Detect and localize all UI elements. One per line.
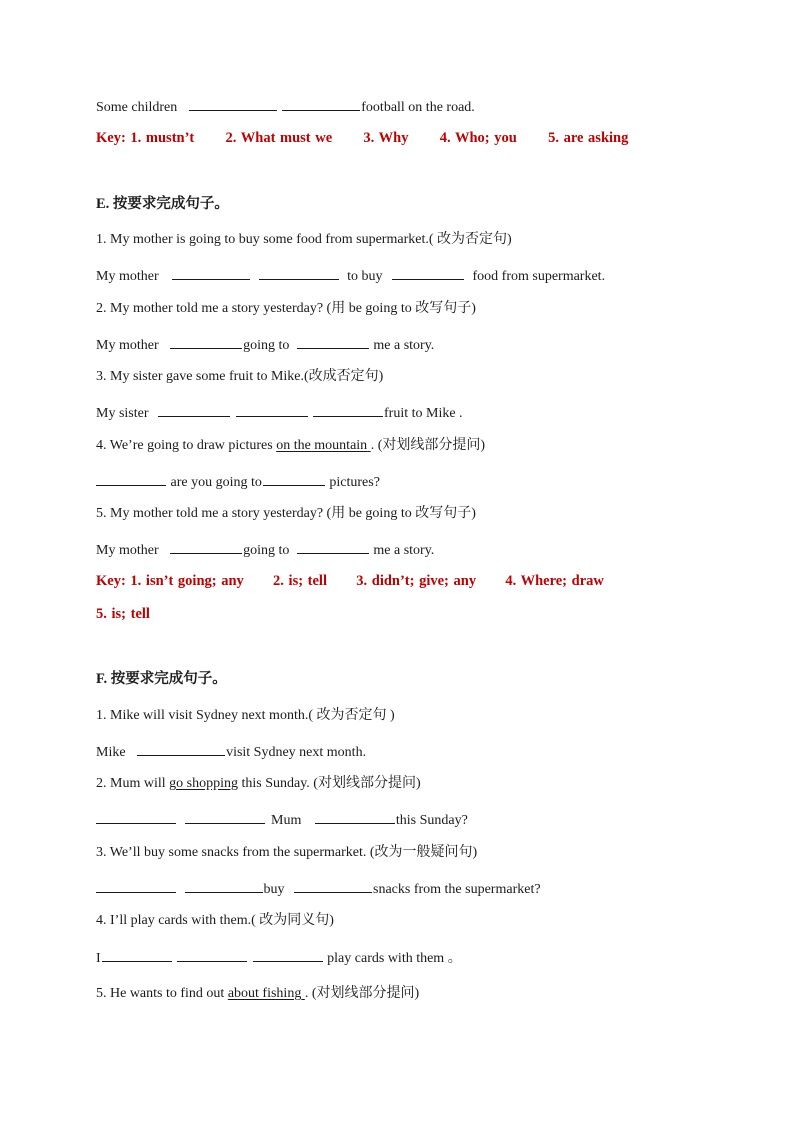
text: buy bbox=[263, 882, 285, 897]
text: 5. He wants to find out bbox=[96, 986, 225, 1001]
text: snacks from the supermarket? bbox=[373, 882, 541, 897]
text: My mother bbox=[96, 338, 159, 353]
text: 4. We’re going to draw pictures bbox=[96, 438, 273, 453]
text: play cards with them 。 bbox=[327, 951, 462, 966]
text: me a story. bbox=[373, 543, 435, 558]
e-key bbox=[96, 572, 604, 590]
blank[interactable] bbox=[315, 810, 395, 824]
blank[interactable] bbox=[185, 810, 265, 824]
key-item: 5. are asking bbox=[548, 130, 629, 146]
text: visit Sydney next month. bbox=[226, 745, 367, 760]
text: fruit to Mike . bbox=[384, 406, 463, 421]
e-question-5: 5. My mother told me a story yesterday? (用 be going to 改写句子) bbox=[96, 506, 476, 521]
key-item: 3. didn’t; give; any bbox=[356, 573, 477, 589]
blank[interactable] bbox=[189, 97, 277, 111]
underlined-phrase: on the mountain bbox=[276, 438, 368, 453]
blank[interactable] bbox=[96, 472, 166, 486]
blank[interactable] bbox=[253, 948, 323, 962]
text: My mother bbox=[96, 269, 159, 284]
blank[interactable] bbox=[297, 335, 369, 349]
text: Mike bbox=[96, 745, 126, 760]
text: going to bbox=[243, 543, 290, 558]
blank[interactable] bbox=[294, 879, 372, 893]
key-item: 4. Who; you bbox=[439, 130, 517, 146]
key-item: 4. Where; draw bbox=[505, 573, 604, 589]
blank[interactable] bbox=[170, 335, 242, 349]
text: this Sunday? bbox=[395, 813, 468, 828]
text: . (对划线部分提问) bbox=[304, 986, 420, 1001]
blank[interactable] bbox=[313, 403, 383, 417]
f-question-3: 3. We’ll buy some snacks from the supermarket. (改为一般疑问句) bbox=[96, 845, 478, 860]
blank[interactable] bbox=[158, 403, 230, 417]
text: Mum bbox=[271, 813, 302, 828]
e-question-1: 1. My mother is going to buy some food from supermarket.( 改为否定句) bbox=[96, 232, 512, 247]
text: are you going to bbox=[170, 475, 262, 490]
f-question-4: 4. I’ll play cards with them.( 改为同义句) bbox=[96, 913, 334, 928]
f-answer-2 bbox=[96, 810, 468, 830]
underlined-phrase: about fishing bbox=[227, 986, 302, 1001]
f-answer-3 bbox=[96, 879, 541, 899]
blank[interactable] bbox=[96, 879, 176, 893]
d-key bbox=[96, 129, 628, 147]
blank[interactable] bbox=[96, 810, 176, 824]
text: My sister bbox=[96, 406, 149, 421]
text: My mother bbox=[96, 543, 159, 558]
e-answer-4 bbox=[96, 472, 380, 492]
text: pictures? bbox=[329, 475, 380, 490]
d-answer-line bbox=[96, 97, 475, 117]
blank[interactable] bbox=[170, 540, 242, 554]
text: I bbox=[96, 951, 101, 966]
text: Some children bbox=[96, 100, 178, 115]
underlined-phrase: go shopping bbox=[169, 776, 238, 791]
f-answer-4 bbox=[96, 948, 462, 968]
f-question-2 bbox=[96, 775, 421, 793]
blank[interactable] bbox=[172, 266, 250, 280]
e-question-2: 2. My mother told me a story yesterday? (用 be going to 改写句子) bbox=[96, 301, 476, 316]
e-question-3: 3. My sister gave some fruit to Mike.(改成否定句) bbox=[96, 369, 384, 384]
blank[interactable] bbox=[177, 948, 247, 962]
text: this Sunday. (对划线部分提问) bbox=[241, 776, 421, 791]
blank[interactable] bbox=[137, 742, 225, 756]
e-answer-3 bbox=[96, 403, 463, 423]
blank[interactable] bbox=[392, 266, 464, 280]
section-e-heading: E. 按要求完成句子。 bbox=[96, 196, 229, 212]
key-item: Key: 1. isn’t going; any bbox=[96, 573, 244, 589]
e-key-continued: 5. is; tell bbox=[96, 606, 150, 622]
blank[interactable] bbox=[259, 266, 339, 280]
e-answer-2 bbox=[96, 335, 434, 355]
blank[interactable] bbox=[282, 97, 360, 111]
section-f-heading: F. 按要求完成句子。 bbox=[96, 671, 227, 687]
key-item: Key: 1. mustn’t bbox=[96, 130, 195, 146]
key-item: 3. Why bbox=[363, 130, 409, 146]
blank[interactable] bbox=[236, 403, 308, 417]
text: . (对划线部分提问) bbox=[370, 438, 486, 453]
f-question-1: 1. Mike will visit Sydney next month.( 改为否定句 ) bbox=[96, 708, 395, 723]
blank[interactable] bbox=[102, 948, 172, 962]
blank[interactable] bbox=[263, 472, 325, 486]
e-question-4 bbox=[96, 437, 485, 455]
text: to buy bbox=[347, 269, 383, 284]
text: 2. Mum will bbox=[96, 776, 166, 791]
f-question-5 bbox=[96, 985, 419, 1003]
key-item: 2. What must we bbox=[225, 130, 333, 146]
e-answer-1 bbox=[96, 266, 605, 286]
blank[interactable] bbox=[185, 879, 263, 893]
f-answer-1 bbox=[96, 742, 366, 762]
text: me a story. bbox=[373, 338, 435, 353]
text: going to bbox=[243, 338, 290, 353]
text: food from supermarket. bbox=[472, 269, 606, 284]
text: football on the road. bbox=[361, 100, 475, 115]
blank[interactable] bbox=[297, 540, 369, 554]
e-answer-5 bbox=[96, 540, 434, 560]
key-item: 2. is; tell bbox=[273, 573, 327, 589]
